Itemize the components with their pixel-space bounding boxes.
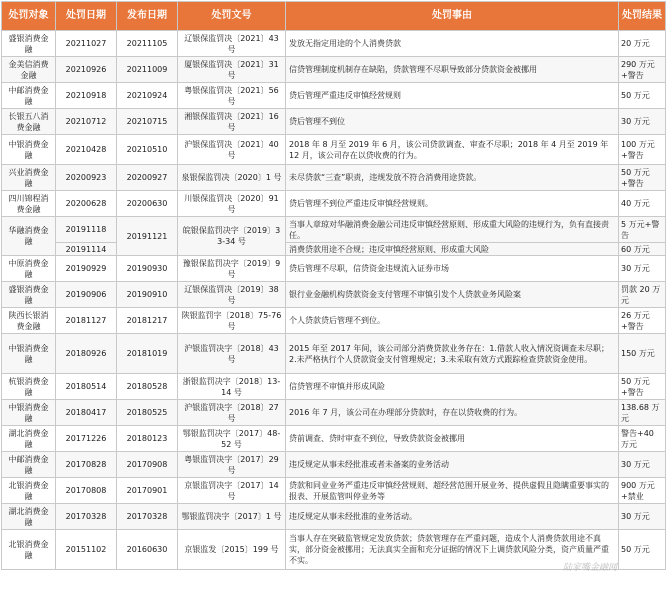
cell-release-date: 20210924 — [117, 83, 178, 109]
cell-result: 900 万元+禁业 — [619, 478, 666, 504]
cell-release-date: 20170328 — [117, 504, 178, 530]
header-release-date: 发布日期 — [117, 2, 178, 31]
cell-result: 30 万元 — [619, 109, 666, 135]
cell-result: 100 万元+警告 — [619, 135, 666, 165]
cell-doc-number: 泉银保监罚决〔2020〕1 号 — [178, 165, 286, 191]
watermark: 陆家嘴金融网 — [563, 563, 618, 573]
cell-penalty-date: 20190929 — [56, 256, 117, 282]
cell-reason: 贷后管理不尽职，信贷资金违规流入证券市场 — [286, 256, 619, 282]
cell-penalty-date: 20170828 — [56, 452, 117, 478]
header-row — [2, 2, 666, 31]
cell-result: 40 万元 — [619, 191, 666, 217]
cell-target: 金美信消费金融 — [2, 57, 56, 83]
cell-reason: 消费贷款用途不合规；违反审慎经营原则、形成重大风险 — [286, 243, 619, 256]
cell-penalty-date: 20181127 — [56, 308, 117, 334]
cell-target: 中银消费金融 — [2, 400, 56, 426]
cell-release-date: 20170901 — [117, 478, 178, 504]
cell-doc-number: 湘银保监罚决〔2021〕16 号 — [178, 109, 286, 135]
cell-doc-number: 沪银保监罚决〔2021〕40 号 — [178, 135, 286, 165]
cell-result: 50 万元 — [619, 530, 666, 570]
cell-penalty-date: 20171226 — [56, 426, 117, 452]
cell-penalty-date: 20180514 — [56, 374, 117, 400]
table-row — [2, 308, 666, 334]
cell-result: 150 万元 — [619, 334, 666, 374]
cell-release-date: 20191121 — [117, 217, 178, 256]
cell-penalty-date: 20191114 — [56, 243, 117, 256]
cell-penalty-date: 20151102 — [56, 530, 117, 570]
table-row — [2, 217, 666, 243]
cell-penalty-date: 20170328 — [56, 504, 117, 530]
cell-target: 湖北消费金融 — [2, 426, 56, 452]
cell-reason: 信贷管理不审慎并形成风险 — [286, 374, 619, 400]
cell-result: 警告+40 万元 — [619, 426, 666, 452]
table-row — [2, 334, 666, 374]
cell-reason: 当事人章琼对华融消费金融公司违反审慎经营原则、形成重大风险的违规行为，负有直接责任。 — [286, 217, 619, 243]
table-row — [2, 426, 666, 452]
cell-target: 中银消费金融 — [2, 135, 56, 165]
cell-penalty-date: 20210918 — [56, 83, 117, 109]
cell-result: 5 万元+警告 — [619, 217, 666, 243]
cell-reason: 2018 年 8 月至 2019 年 6 月，该公司贷款调查、审查不尽职；2018 年 4 月至 2019 年 12 月，该公司存在以贷收费的行为。 — [286, 135, 619, 165]
cell-result: 20 万元 — [619, 31, 666, 57]
table-row — [2, 57, 666, 83]
cell-release-date: 20210510 — [117, 135, 178, 165]
cell-doc-number: 粤银监罚决字〔2017〕29 号 — [178, 452, 286, 478]
cell-target: 华融消费金融 — [2, 217, 56, 256]
cell-penalty-date: 20180417 — [56, 400, 117, 426]
table-row — [2, 504, 666, 530]
table-row — [2, 374, 666, 400]
cell-release-date: 20211009 — [117, 57, 178, 83]
cell-release-date: 20181217 — [117, 308, 178, 334]
cell-reason: 贷款和同业业务严重违反审慎经营规则、超经营范围开展业务、提供虚假且隐瞒重要事实的报表、开展监管叫停业务等 — [286, 478, 619, 504]
cell-release-date: 20210715 — [117, 109, 178, 135]
cell-target: 中邮消费金融 — [2, 452, 56, 478]
table-row — [2, 135, 666, 165]
cell-result: 罚款 20 万元 — [619, 282, 666, 308]
table-row — [2, 452, 666, 478]
cell-penalty-date: 20210926 — [56, 57, 117, 83]
cell-penalty-date: 20170808 — [56, 478, 117, 504]
table-row — [2, 83, 666, 109]
cell-target: 四川锦程消费金融 — [2, 191, 56, 217]
cell-reason: 贷后管理不到位 — [286, 109, 619, 135]
cell-doc-number: 鄂银监罚决字〔2017〕1 号 — [178, 504, 286, 530]
cell-result: 30 万元 — [619, 452, 666, 478]
table-row — [2, 165, 666, 191]
cell-doc-number: 皖银保监罚决字〔2019〕33-34 号 — [178, 217, 286, 256]
cell-penalty-date: 20180926 — [56, 334, 117, 374]
cell-reason: 银行业金融机构贷款资金支付管理不审慎引发个人贷款业务风险案 — [286, 282, 619, 308]
cell-reason: 发放无指定用途的个人消费贷款 — [286, 31, 619, 57]
cell-result: 30 万元 — [619, 256, 666, 282]
cell-doc-number: 厦银保监罚决〔2021〕31 号 — [178, 57, 286, 83]
cell-reason: 贷后管理不到位严重违反审慎经营规则。 — [286, 191, 619, 217]
cell-doc-number: 粤银保监罚决〔2021〕56 号 — [178, 83, 286, 109]
table-row — [2, 400, 666, 426]
cell-release-date: 20170908 — [117, 452, 178, 478]
cell-doc-number: 辽银保监罚决〔2021〕43 号 — [178, 31, 286, 57]
cell-target: 盛银消费金融 — [2, 31, 56, 57]
cell-doc-number: 陕银监罚字〔2018〕75-76 号 — [178, 308, 286, 334]
cell-release-date: 20211105 — [117, 31, 178, 57]
cell-result: 290 万元+警告 — [619, 57, 666, 83]
cell-release-date: 20181019 — [117, 334, 178, 374]
header-result: 处罚结果 — [619, 2, 666, 31]
cell-penalty-date: 20210428 — [56, 135, 117, 165]
cell-result: 50 万元+警告 — [619, 165, 666, 191]
cell-release-date: 20200630 — [117, 191, 178, 217]
header-reason: 处罚事由 — [286, 2, 619, 31]
table-row — [2, 31, 666, 57]
cell-doc-number: 沪银监罚决字〔2018〕27 号 — [178, 400, 286, 426]
cell-target: 陕西长银消费金融 — [2, 308, 56, 334]
table-row — [2, 282, 666, 308]
cell-release-date: 20180528 — [117, 374, 178, 400]
header-target: 处罚对象 — [2, 2, 56, 31]
cell-doc-number: 川银保监罚决〔2020〕91 号 — [178, 191, 286, 217]
cell-reason: 当事人存在突破监管规定发放贷款；贷款管理存在严重问题，造成个人消费贷款用途不真实，部分资金被挪用；无法真实全面和充分证据的情况下上调贷款风险分类，资产质量严重不实。 — [286, 530, 619, 570]
cell-penalty-date: 20211027 — [56, 31, 117, 57]
cell-target: 湖北消费金融 — [2, 504, 56, 530]
cell-release-date: 20180123 — [117, 426, 178, 452]
cell-release-date: 20160630 — [117, 530, 178, 570]
cell-target: 盛银消费金融 — [2, 282, 56, 308]
cell-result: 60 万元 — [619, 243, 666, 256]
cell-doc-number: 京银监发〔2015〕199 号 — [178, 530, 286, 570]
cell-reason: 违反规定从事未经批准或者未备案的业务活动 — [286, 452, 619, 478]
cell-release-date: 20190910 — [117, 282, 178, 308]
cell-reason: 个人贷款贷后管理不到位。 — [286, 308, 619, 334]
cell-result: 50 万元 — [619, 83, 666, 109]
cell-release-date: 20180525 — [117, 400, 178, 426]
cell-target: 长银五八消费金融 — [2, 109, 56, 135]
cell-doc-number: 沪银监罚决字〔2018〕43 号 — [178, 334, 286, 374]
cell-doc-number: 鄂银监罚决字〔2017〕48-52 号 — [178, 426, 286, 452]
cell-doc-number: 豫银保监罚决字〔2019〕9 号 — [178, 256, 286, 282]
cell-result: 50 万元+警告 — [619, 374, 666, 400]
cell-target: 中原消费金融 — [2, 256, 56, 282]
cell-doc-number: 辽银保监罚决〔2019〕38 号 — [178, 282, 286, 308]
cell-penalty-date: 20200628 — [56, 191, 117, 217]
cell-release-date: 20190930 — [117, 256, 178, 282]
cell-reason: 贷前调查、贷时审查不到位，导致贷款资金被挪用 — [286, 426, 619, 452]
cell-target: 兴业消费金融 — [2, 165, 56, 191]
cell-penalty-date: 20210712 — [56, 109, 117, 135]
cell-target: 北银消费金融 — [2, 478, 56, 504]
cell-target: 中邮消费金融 — [2, 83, 56, 109]
cell-reason: 未尽贷款“三查”职责，违规发放不符合消费用途贷款。 — [286, 165, 619, 191]
cell-target: 北银消费金融 — [2, 530, 56, 570]
penalty-table — [1, 1, 666, 570]
header-penalty-date: 处罚日期 — [56, 2, 117, 31]
cell-reason: 2016 年 7 月，该公司在办理部分贷款时，存在以贷收费的行为。 — [286, 400, 619, 426]
cell-result: 138.68 万元 — [619, 400, 666, 426]
table-row — [2, 243, 666, 256]
cell-penalty-date: 20190906 — [56, 282, 117, 308]
cell-reason: 贷后管理严重违反审慎经营规则 — [286, 83, 619, 109]
table-row — [2, 109, 666, 135]
cell-result: 30 万元 — [619, 504, 666, 530]
cell-penalty-date: 20191118 — [56, 217, 117, 243]
cell-reason: 违反规定从事未经批准的业务活动。 — [286, 504, 619, 530]
cell-reason: 2015 年至 2017 年间，该公司部分消费贷款业务存在：1.借款人收入情况资调查未尽职；2.未严格执行个人贷款资金支付管理规定；3.未采取有效方式跟踪检查贷款资金使用。 — [286, 334, 619, 374]
cell-target: 杭银消费金融 — [2, 374, 56, 400]
cell-release-date: 20200927 — [117, 165, 178, 191]
table-row — [2, 256, 666, 282]
cell-doc-number: 浙银监罚决字〔2018〕13-14 号 — [178, 374, 286, 400]
cell-result: 26 万元+警告 — [619, 308, 666, 334]
table-row — [2, 191, 666, 217]
table-row — [2, 478, 666, 504]
cell-penalty-date: 20200923 — [56, 165, 117, 191]
cell-doc-number: 京银监罚决字〔2017〕14 号 — [178, 478, 286, 504]
cell-reason: 信贷管理制度机制存在缺陷，贷款管理不尽职导致部分贷款资金被挪用 — [286, 57, 619, 83]
cell-target: 中银消费金融 — [2, 334, 56, 374]
header-doc-number: 处罚文号 — [178, 2, 286, 31]
